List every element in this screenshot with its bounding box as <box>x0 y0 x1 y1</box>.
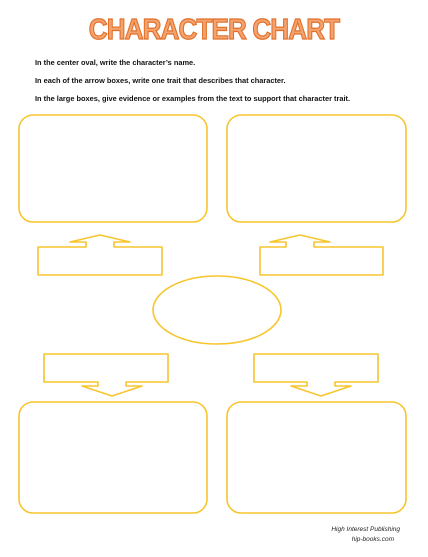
instruction-arrow-boxes: In each of the arrow boxes, write one trait that describes that character. <box>35 76 286 85</box>
character-name-oval[interactable] <box>153 276 281 344</box>
trait-arrow-box-bottom-right[interactable] <box>254 354 378 396</box>
evidence-box-bottom-right[interactable] <box>227 402 406 513</box>
trait-arrow-box-bottom-left[interactable] <box>44 354 168 396</box>
evidence-box-bottom-left[interactable] <box>19 402 207 513</box>
evidence-box-top-right[interactable] <box>227 115 406 222</box>
footer-publisher: High Interest Publishing <box>331 526 400 533</box>
trait-arrow-box-top-right[interactable] <box>260 235 383 275</box>
footer-website: hip-books.com <box>351 536 394 543</box>
instruction-large-boxes: In the large boxes, give evidence or examples from the text to support that character trait. <box>35 94 351 103</box>
evidence-box-top-left[interactable] <box>19 115 207 222</box>
page-title: CHARACTER CHART <box>88 14 340 46</box>
instruction-oval: In the center oval, write the character’s name. <box>35 58 196 67</box>
trait-arrow-box-top-left[interactable] <box>38 235 162 275</box>
